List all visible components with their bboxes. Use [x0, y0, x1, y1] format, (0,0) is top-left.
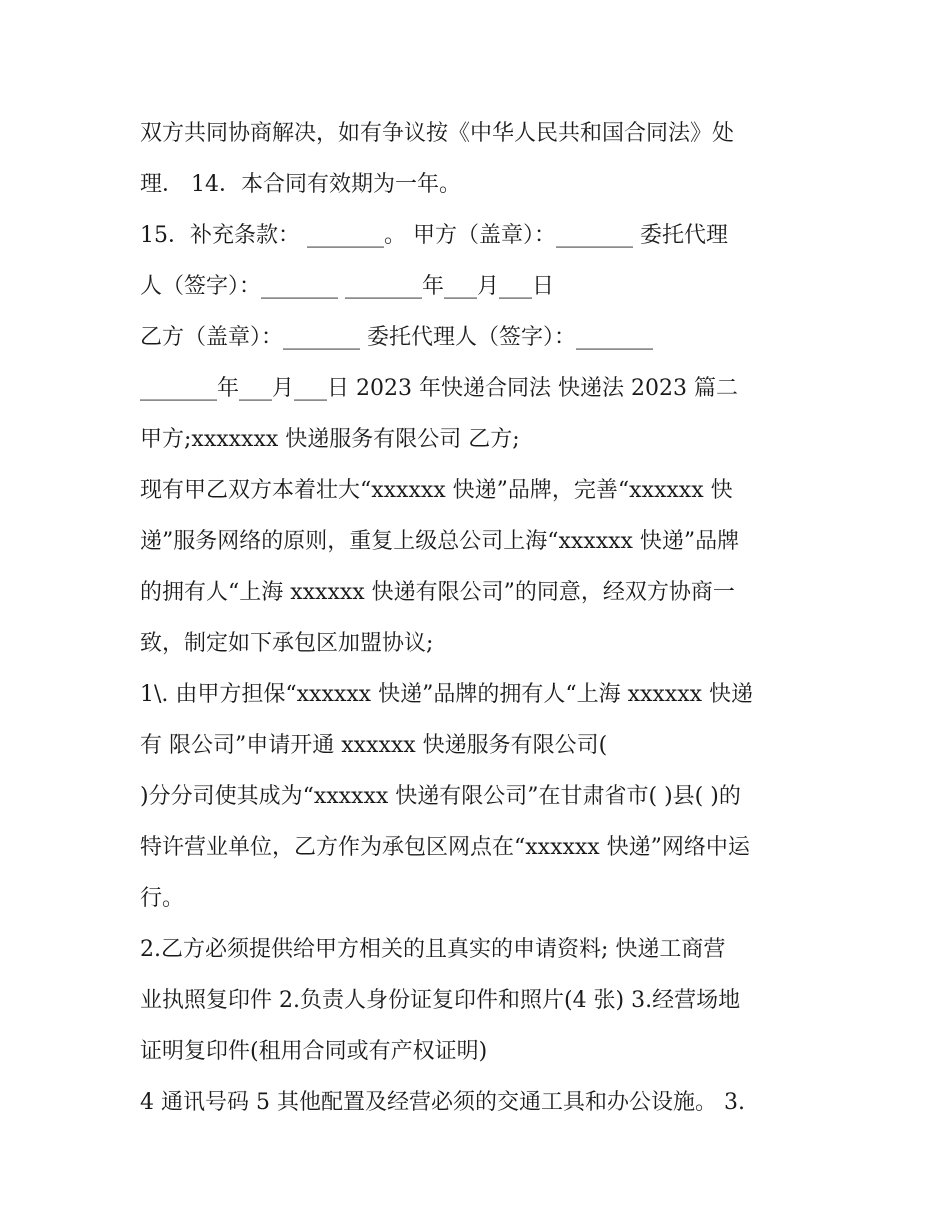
text-line: 的拥有人“上海 xxxxxx 快递有限公司”的同意，经双方协商一: [140, 580, 735, 605]
text-line: 特许营业单位，乙方作为承包区网点在“xxxxxx 快递”网络中运: [140, 835, 750, 860]
text-line: 2.乙方必须提供给甲方相关的且真实的申请资料; 快递工商营: [140, 937, 726, 962]
text-line: 行。: [140, 886, 185, 911]
text-line: 15．补充条款： _______。 甲方（盖章）：_______ 委托代理: [140, 223, 728, 248]
text-line: 现有甲乙双方本着壮大“xxxxxx 快递”品牌，完善“xxxxxx 快: [140, 478, 733, 503]
text-line: 双方共同协商解决，如有争议按《中华人民共和国合同法》处: [140, 121, 735, 146]
text-line: 致，制定如下承包区加盟协议;: [140, 631, 434, 656]
text-line: 4 通讯号码 5 其他配置及经营必须的交通工具和办公设施。 3.: [140, 1090, 745, 1115]
text-line: 有 限公司”申请开通 xxxxxx 快递服务有限公司(: [140, 733, 608, 758]
text-line: 1\. 由甲方担保“xxxxxx 快递”品牌的拥有人“上海 xxxxxx 快递: [140, 682, 754, 707]
document-body: [140, 108, 820, 1128]
text-line: 递”服务网络的原则，重复上级总公司上海“xxxxxx 快递”品牌: [140, 529, 740, 554]
text-line: )分分司使其成为“xxxxxx 快递有限公司”在甘肃省市( )县( )的: [140, 784, 741, 809]
text-line: 业执照复印件 2.负责人身份证复印件和照片(4 张) 3.经营场地: [140, 988, 741, 1013]
text-line: 证明复印件(租用合同或有产权证明): [140, 1039, 488, 1064]
text-line: 人（签字）：_______ _______年___月___日: [140, 274, 554, 299]
text-line: _______年___月___日 2023 年快递合同法 快递法 2023 篇二: [140, 376, 738, 401]
text-line: 甲方;xxxxxxx 快递服务有限公司 乙方;: [140, 427, 520, 452]
text-line: 乙方（盖章）：_______ 委托代理人（签字）：_______: [140, 325, 653, 350]
text-line: 理． 14．本合同有效期为一年。: [140, 172, 461, 197]
